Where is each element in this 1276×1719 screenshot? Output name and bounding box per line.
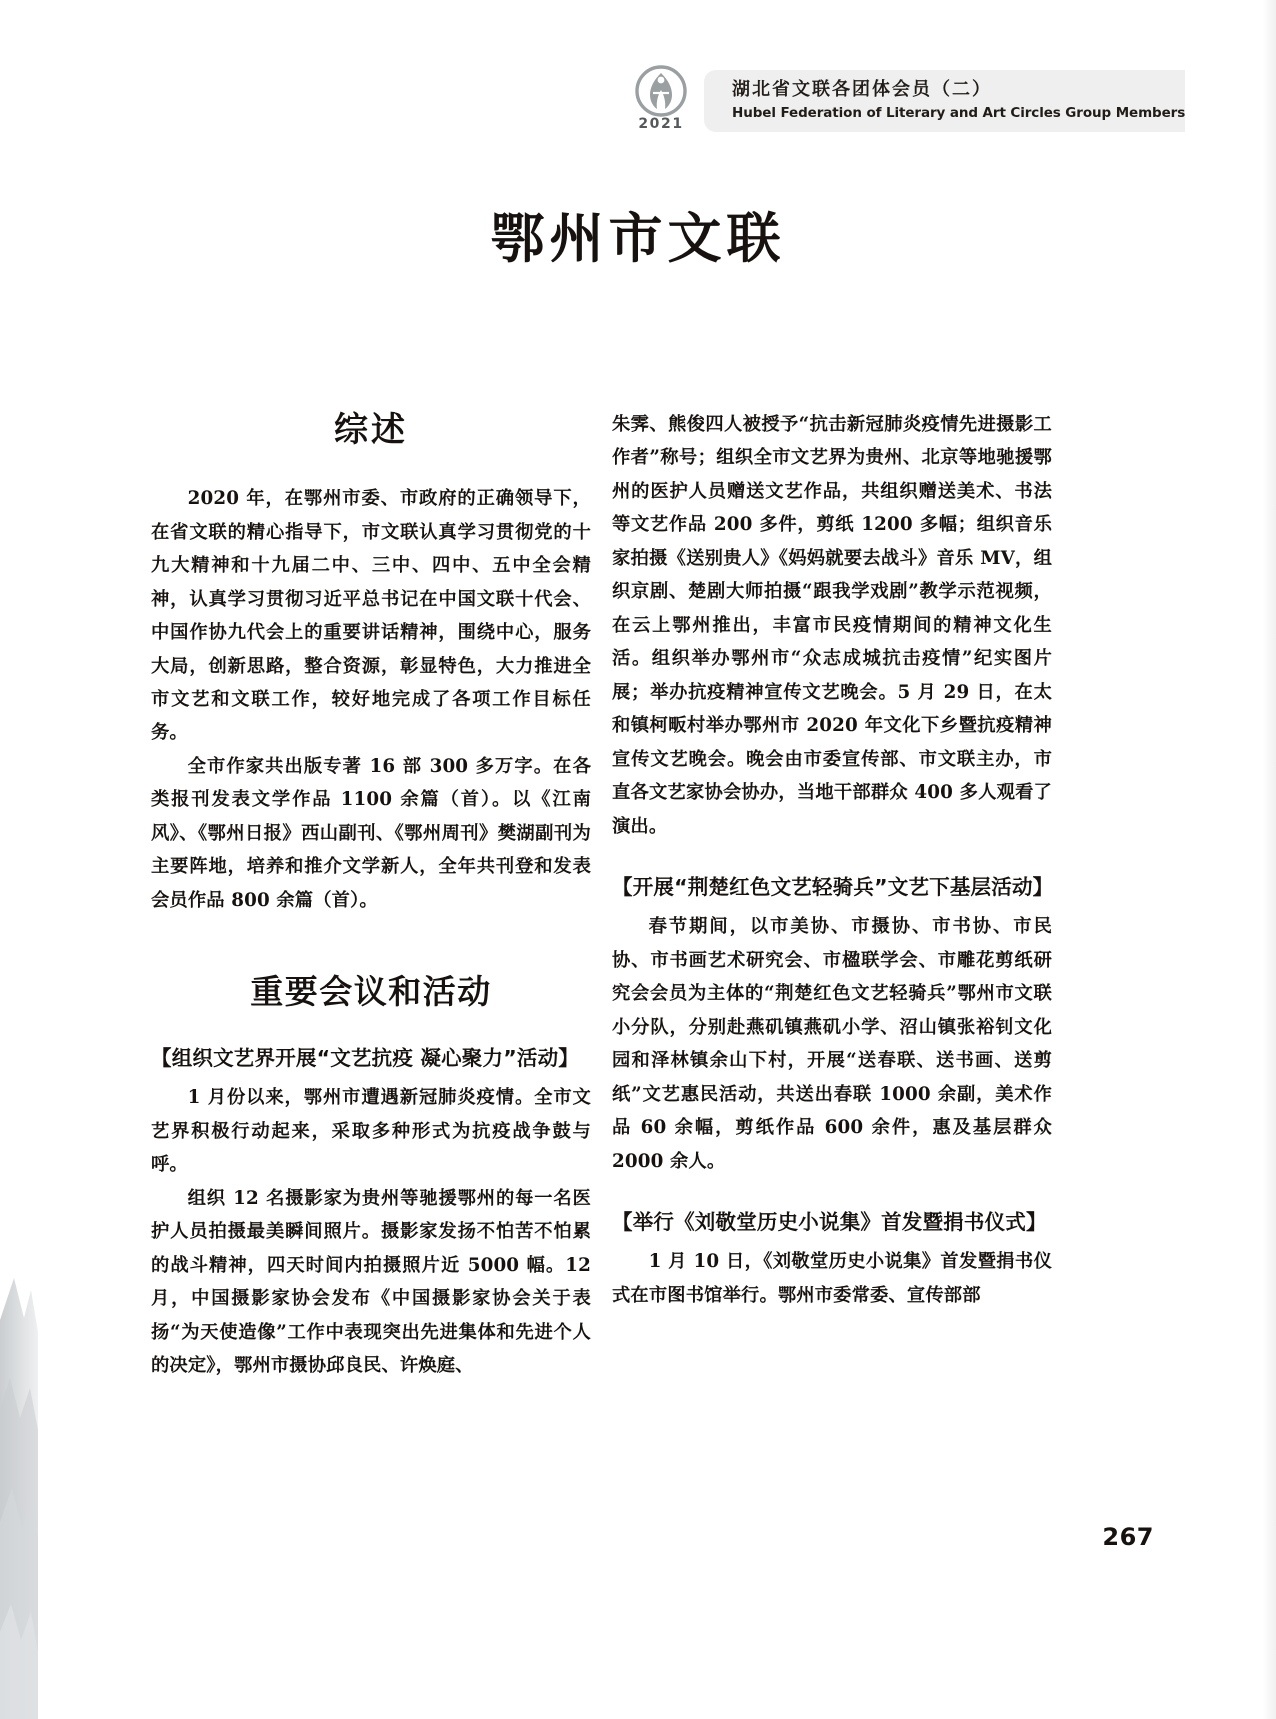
section-heading-meetings: 重要会议和活动 bbox=[250, 972, 492, 1012]
page-title: 鄂州市文联 bbox=[490, 206, 786, 270]
overview-paragraph-2: 全市作家共出版专著 16 部 300 多万字。在各类报刊发表文学作品 1100 余篇（首）。以《江南风》、《鄂州日报》西山副刊、《鄂州周刊》樊湖副刊为主要阵地，培养和推介文学新人，全年共刊登和发表会员作品 800 余篇（首）。 bbox=[151, 755, 591, 911]
section-heading-overview: 综述 bbox=[334, 410, 408, 450]
subhead-1-paragraph-2: 组织 12 名摄影家为贵州等驰援鄂州的每一名医护人员拍摄最美瞬间照片。摄影家发扬不怕苦不怕累的战斗精神，四天时间内拍摄照片近 5000 幅。12 月，中国摄影家协会发布《中国摄影家协会关于表扬“为天使造像”工作中表现突出先进集体和先进个人的决定》，鄂州市摄协邱良民、许焕庭、 bbox=[151, 1187, 591, 1377]
header-title-band bbox=[704, 70, 1185, 132]
page-number: 267 bbox=[1102, 1523, 1154, 1551]
mountain-decoration bbox=[0, 1260, 38, 1719]
running-header bbox=[616, 64, 1186, 142]
header-title-cn: 湖北省文联各团体会员（二） bbox=[732, 79, 992, 100]
hubei-federation-logo-icon bbox=[634, 64, 688, 118]
right-column bbox=[612, 408, 1052, 1312]
subhead-3-paragraph: 1 月 10 日，《刘敬堂历史小说集》首发暨捐书仪式在市图书馆举行。鄂州市委常委、宣传部部 bbox=[612, 1251, 1052, 1306]
overview-paragraph-1: 2020 年，在鄂州市委、市政府的正确领导下，在省文联的精心指导下，市文联认真学习贯彻党的十九大精神和十九届二中、三中、四中、五中全会精神，认真学习贯彻习近平总书记在中国文联十代会、中国作协九代会上的重要讲话精神，围绕中心，服务大局，创新思路，整合资源，彰显特色，大力推进全市文艺和文联工作，较好地完成了各项工作目标任务。 bbox=[151, 488, 591, 744]
subheading-red-literary-cavalry: 【开展“荆楚红色文艺轻骑兵”文艺下基层活动】 bbox=[612, 875, 1054, 900]
subhead-1-paragraph-1: 1 月份以来，鄂州市遭遇新冠肺炎疫情。全市文艺界积极行动起来，采取多种形式为抗疫战争鼓与呼。 bbox=[151, 1087, 591, 1176]
continued-paragraph: 朱霁、熊俊四人被授予“抗击新冠肺炎疫情先进摄影工作者”称号；组织全市文艺界为贵州、北京等地驰援鄂州的医护人员赠送文艺作品，共组织赠送美术、书法等文艺作品 200 多件，剪纸 1200 多幅；组织音乐家拍摄《送别贵人》《妈妈就要去战斗》音乐 MV，组织京剧、楚剧大师拍摄“跟我学戏剧”教学示范视频，在云上鄂州推出，丰富市民疫情期间的精神文化生活。组织举办鄂州市“众志成城抗击疫情”纪实图片展；举办抗疫精神宣传文艺晚会。5 月 29 日，在太和镇柯畈村举办鄂州市 2020 年文化下乡暨抗疫精神宣传文艺晚会。晚会由市委宣传部、市文联主办，市直各文艺家协会协办，当地干部群众 400 多人观看了演出。 bbox=[612, 414, 1052, 837]
header-title-en: Hubel Federation of Literary and Art Circles Group Members bbox=[732, 105, 1186, 122]
two-column-body bbox=[151, 408, 1067, 1498]
subheading-literary-antiepidemic: 【组织文艺界开展“文艺抗疫 凝心聚力”活动】 bbox=[151, 1046, 579, 1071]
header-logo bbox=[616, 64, 704, 142]
left-column bbox=[151, 408, 591, 1383]
subhead-2-paragraph: 春节期间，以市美协、市摄协、市书协、市民协、市书画艺术研究会、市楹联学会、市雕花剪纸研究会会员为主体的“荆楚红色文艺轻骑兵”鄂州市文联小分队，分别赴燕矶镇燕矶小学、沼山镇张裕钊文化园和泽林镇余山下村，开展“送春联、送书画、送剪纸”文艺惠民活动，共送出春联 1000 余副，美术作品 60 余幅，剪纸作品 600 余件，惠及基层群众 2000 余人。 bbox=[612, 916, 1052, 1172]
header-year: 2021 bbox=[638, 116, 684, 132]
subheading-liujingtang-book-launch: 【举行《刘敬堂历史小说集》首发暨捐书仪式】 bbox=[612, 1210, 1047, 1235]
